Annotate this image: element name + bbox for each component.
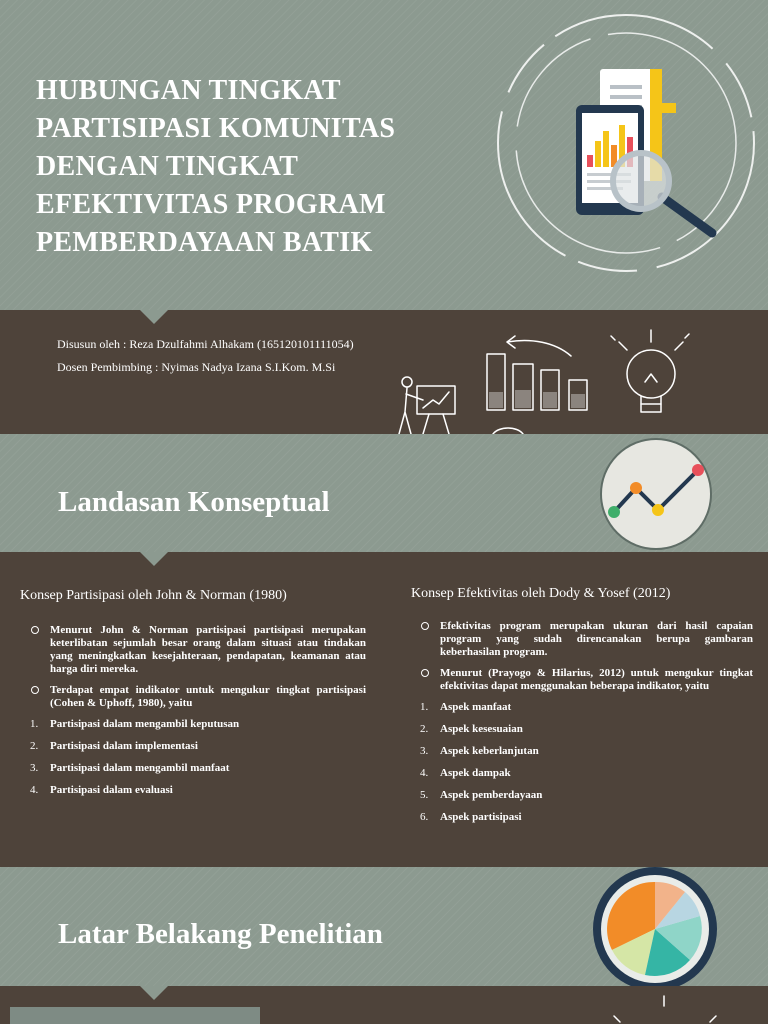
list-item: 2. Partisipasi dalam implementasi: [30, 740, 198, 752]
list-item: Menurut (Prayogo & Hilarius, 2012) untuk mengukur tingkat efektivitas dapat menggunakan beberapa indikator, yaitu: [420, 667, 753, 693]
lightbulb-icon: [600, 990, 730, 1024]
list-item: 3. Partisipasi dalam mengambil manfaat: [30, 762, 230, 774]
magnifier-icon: [613, 153, 712, 233]
pie-chart-badge-icon: [590, 864, 720, 994]
list-item: 1. Partisipasi dalam mengambil keputusan: [30, 718, 240, 730]
list-item: Menurut John & Norman partisipasi partisipasi merupakan keterlibatan sejumlah besar orang dalam situasi atau tindakan yang meningkatkan kesejahteraan, pendapatan, keamanan atau harga diri mereka.: [30, 624, 366, 676]
author-credit: Disusun oleh : Reza Dzulfahmi Alhakam (165120101111054): [57, 337, 354, 351]
background-section-title: Latar Belakang Penelitian: [58, 918, 383, 950]
line-chart-badge-icon: [598, 436, 714, 552]
content-box: [10, 1007, 260, 1024]
report-magnifier-illustration: [490, 5, 760, 280]
effectiveness-heading: Konsep Efektivitas oleh Dody & Yosef (2012): [411, 586, 671, 601]
participation-column: [30, 624, 366, 806]
list-item: 6. Aspek partisipasi: [420, 811, 522, 823]
background-header-notch: [140, 986, 168, 1000]
circle-bullet-icon: [31, 686, 39, 694]
slide-title: HUBUNGAN TINGKAT PARTISIPASI KOMUNITAS DENGAN TINGKAT EFEKTIVITAS PROGRAM PEMBERDAYAAN BATIK: [36, 75, 396, 258]
circle-bullet-icon: [421, 669, 429, 677]
list-item: Efektivitas program merupakan ukuran dari hasil capaian program yang sudah direncanakan berupa gambaran keberhasilan program.: [420, 620, 753, 659]
arrow-icon: [507, 336, 571, 356]
concept-section-title: Landasan Konseptual: [58, 486, 330, 518]
header-notch: [140, 310, 168, 324]
list-item: 3. Aspek keberlanjutan: [420, 745, 539, 757]
supervisor-credit: Dosen Pembimbing : Nyimas Nadya Izana S.I.Kom. M.Si: [57, 360, 336, 374]
list-item: 4. Partisipasi dalam evaluasi: [30, 784, 173, 796]
effectiveness-column: [420, 620, 753, 833]
list-item: 4. Aspek dampak: [420, 767, 511, 779]
list-item: Terdapat empat indikator untuk mengukur tingkat partisipasi (Cohen & Uphoff, 1980), yaitu: [30, 684, 366, 710]
presenter-icon: [399, 377, 455, 434]
list-item: 2. Aspek kesesuaian: [420, 723, 523, 735]
participation-heading: Konsep Partisipasi oleh John & Norman (1980): [20, 588, 287, 603]
circle-bullet-icon: [421, 622, 429, 630]
presentation-growth-illustration: [385, 312, 705, 434]
concept-header-notch: [140, 552, 168, 566]
list-item: 1. Aspek manfaat: [420, 701, 512, 713]
lightbulb-icon: [611, 330, 689, 412]
list-item: 5. Aspek pemberdayaan: [420, 789, 543, 801]
circle-bullet-icon: [31, 626, 39, 634]
